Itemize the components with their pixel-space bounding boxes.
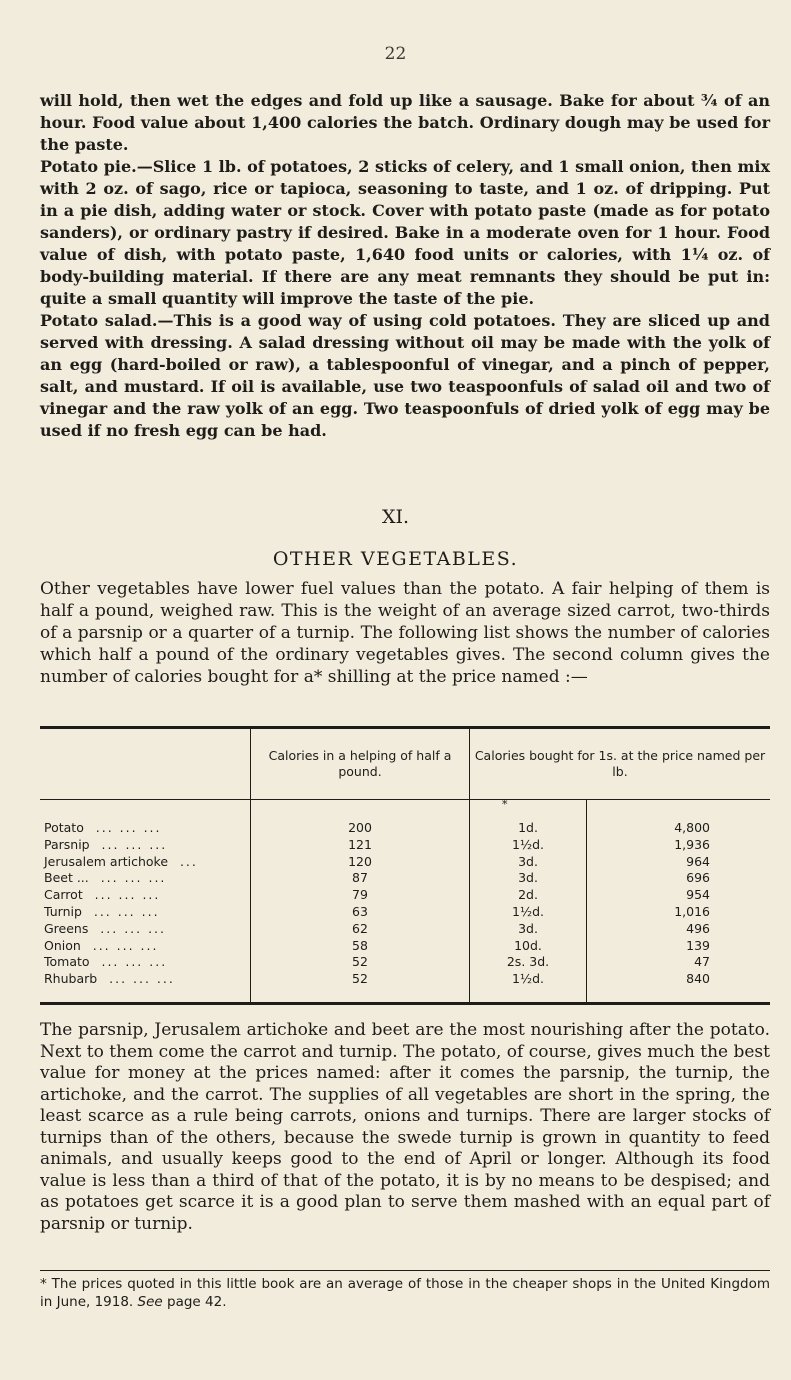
price-cell: 1½d. [470,837,587,854]
leader-dots: ... ... ... [100,920,167,936]
table-row [40,954,770,971]
table-header-row [40,728,770,800]
vegetable-name [40,904,251,921]
calories-bought-cell: 696 [587,870,771,887]
table-row [40,837,770,854]
calories-cell: 52 [251,954,470,971]
vegetable-label: Carrot [44,887,83,903]
header-bought: Calories bought for 1s. at the price named per lb. [470,728,771,800]
calories-cell: 79 [251,887,470,904]
leader-dots: ... ... ... [101,954,168,970]
potato-pie-text: —Slice 1 lb. of potatoes, 2 sticks of celery, and 1 small onion, then mix with 2 oz. of sago, rice or tapioca, seasoning to taste, and 1 oz. of dripping. Put in a pie dish, adding water or stock. Cover with potato paste (made as for potato sanders), or ordinary pastry if desired. Bake in a moderate oven for 1 hour. Food value of dish, with potato paste, 1,640 food units or calories, with 1¼ oz. of body-building material. If there are any meat remnants they should be put in: quite a small quantity will improve the taste of the pie. [40,157,770,308]
calories-cell: 58 [251,938,470,955]
price-cell: 1½d. [470,971,587,1003]
header-calories: Calories in a helping of half a pound. [251,728,470,800]
leader-dots: ... ... ... [95,820,162,835]
potato-salad-paragraph [40,310,770,442]
intro-paragraph: Other vegetables have lower fuel values than the potato. A fair helping of them is half a pound, weighed raw. This is the weight of an average sized carrot, two-thirds of a parsnip or a quarter of a turnip. The following list shows the number of calories which half a pound of the ordinary vegetables gives. The second column gives the number of calories bought for a* shilling at the price named :— [40,579,770,687]
leader-dots: ... ... ... [92,937,159,953]
footnote-page-ref: page 42. [167,1294,227,1310]
table-row [40,870,770,887]
leader-dots: ... ... ... [101,836,168,852]
leader-dots: ... ... ... [93,903,160,919]
calories-bought-cell: 964 [587,854,771,871]
vegetable-name [40,837,251,854]
leader-dots: ... [179,853,198,869]
table-row [40,938,770,955]
vegetable-name [40,800,251,837]
vegetable-label: Beet ... [44,870,89,886]
vegetable-name [40,854,251,871]
vegetable-name [40,938,251,955]
calories-bought-cell: 4,800 [587,800,771,837]
calories-bought-cell: 47 [587,954,771,971]
price-cell: 3d. [470,921,587,938]
vegetable-name [40,887,251,904]
calories-bought-cell: 1,016 [587,904,771,921]
table-row [40,887,770,904]
footnote [40,1275,770,1311]
price-cell: 1d. [470,800,587,837]
closing-paragraph: The parsnip, Jerusalem artichoke and beet are the most nourishing after the potato. Next to them come the carrot and turnip. The potato, of course, gives much the best value for money at the prices named: after it comes the parsnip, the turnip, the artichoke, and the carrot. The supplies of all vegetables are short in the spring, the least scarce as a rule being carrots, onions and turnips. There are larger stocks of turnips than of the others, because the swede turnip is grown in quantity to feed animals, and usually keeps good to the end of April or longer. Although its food value is less than a third of that of the potato, it is by no means to be despised; and as potatoes get scarce it is a good plan to serve them mashed with an equal part of parsnip or turnip. [40,1020,770,1234]
calories-cell: 87 [251,870,470,887]
calories-bought-cell: 139 [587,938,771,955]
vegetable-name [40,954,251,971]
price-cell: 1½d. [470,904,587,921]
price-cell: 10d. [470,938,587,955]
section-title: OTHER VEGETABLES. [272,548,519,570]
calories-cell: 52 [251,971,470,1003]
potato-salad-heading: Potato salad. [40,311,158,330]
vegetable-label: Jerusalem artichoke [44,853,169,869]
calories-cell: 62 [251,921,470,938]
potato-pie-heading: Potato pie. [40,157,137,176]
calories-bought-cell: 954 [587,887,771,904]
potato-pie-paragraph [40,156,770,310]
calories-cell: 121 [251,837,470,854]
price-cell: 2d. [470,887,587,904]
table-row [40,904,770,921]
table-body [40,800,770,1004]
vegetable-calorie-table [40,726,770,1005]
section-number: XI. [381,506,410,528]
price-cell: 3d. [470,870,587,887]
recipe-text [40,90,770,442]
vegetable-label: Parsnip [44,836,90,852]
calories-bought-cell: 840 [587,971,771,1003]
potato-salad-text: —This is a good way of using cold potatoes. They are sliced up and served with dressing. A salad dressing without oil may be made with the yolk of an egg (hard-boiled or raw), a tablespoonful of vinegar, and a pinch of pepper, salt, and mustard. If oil is available, use two teaspoonfuls of salad oil and two of vinegar and the raw yolk of an egg. Two teaspoonfuls of dried yolk of egg may be used if no fresh egg can be had. [40,311,770,440]
vegetable-label: Onion [44,937,81,953]
calories-bought-cell: 1,936 [587,837,771,854]
leader-dots: ... ... ... [100,870,167,886]
page-number: 22 [384,44,407,64]
vegetable-label: Tomato [44,954,90,970]
price-footnote-marker: * [502,798,508,811]
vegetable-name [40,971,251,1003]
vegetable-label: Rhubarb [44,971,98,987]
calories-cell: 63 [251,904,470,921]
table-row [40,921,770,938]
calories-cell: 120 [251,854,470,871]
leader-dots: ... ... ... [109,971,175,987]
leader-dots: ... ... ... [94,887,161,903]
footnote-rule [40,1270,770,1271]
vegetable-label: Greens [44,920,89,936]
vegetable-name [40,921,251,938]
table-row [40,800,770,837]
sausage-paragraph: will hold, then wet the edges and fold up like a sausage. Bake for about ¾ of an hour. Food value about 1,400 calories the batch. Ordinary dough may be used for the paste. [40,91,770,154]
price-cell: 3d. [470,854,587,871]
footnote-text: * The prices quoted in this little book are an average of those in the cheaper shops in the United Kingdom in June, 1918. [40,1276,770,1310]
table-row [40,854,770,871]
price-cell: 2s. 3d. [470,954,587,971]
vegetable-name [40,870,251,887]
footnote-see: See [137,1294,163,1310]
header-blank [40,728,251,800]
table-row [40,971,770,1003]
vegetable-label: Turnip [44,903,82,919]
calories-cell: 200 [251,800,470,837]
calories-bought-cell: 496 [587,921,771,938]
vegetable-label: Potato [44,820,84,835]
